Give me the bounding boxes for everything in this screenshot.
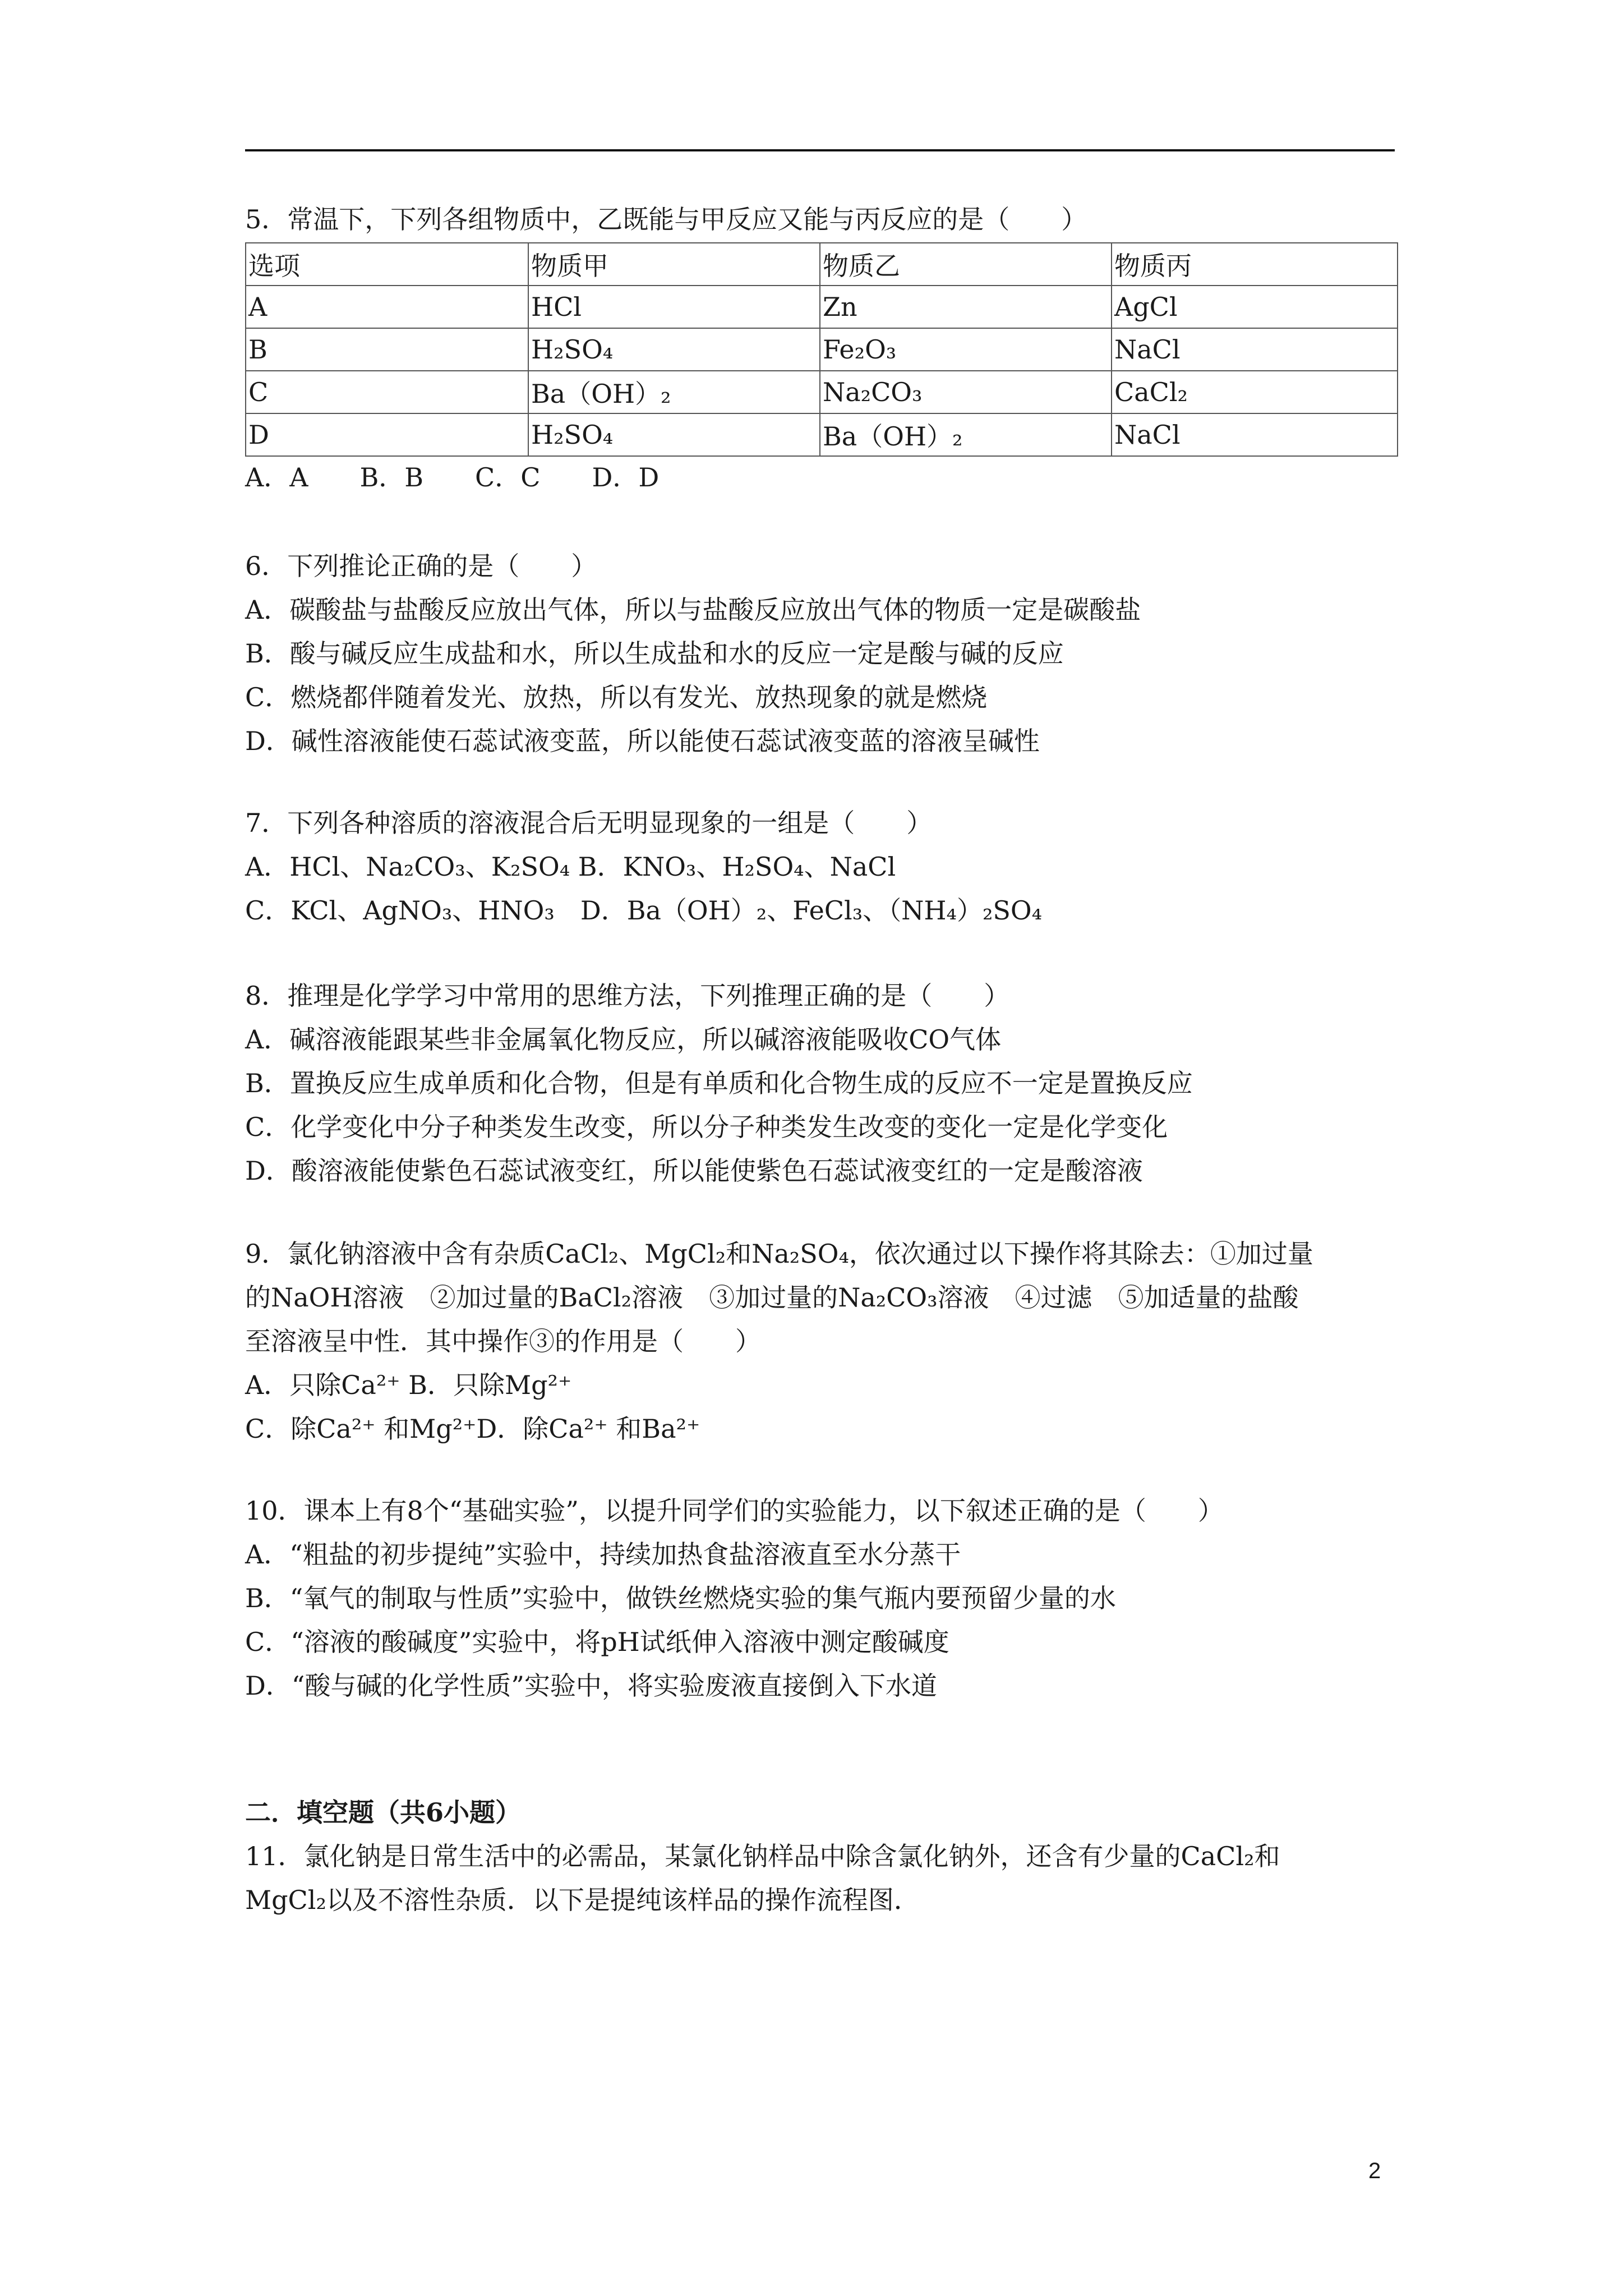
section-2	[245, 1791, 1400, 1922]
question-8-stem: 8．推理是化学学习中常用的思维方法，下列推理正确的是（ ）	[245, 981, 1010, 1011]
question-5-choices-block	[245, 455, 1400, 499]
question-6-stem: 6．下列推论正确的是（ ）	[245, 551, 597, 581]
question-10	[245, 1489, 1400, 1708]
table-cell: AgCl	[1112, 286, 1398, 328]
table-row	[246, 371, 1398, 413]
table-cell: D	[246, 413, 528, 456]
table-header-row	[246, 243, 1398, 286]
question-8-option-a: A．碱溶液能跟某些非金属氧化物反应，所以碱溶液能吸收CO气体	[245, 1024, 1002, 1055]
table-cell: H₂SO₄	[528, 328, 820, 371]
question-5-choices: A．A B．B C．C D．D	[245, 462, 660, 493]
table-cell: NaCl	[1112, 413, 1398, 456]
table-cell: CaCl₂	[1112, 371, 1398, 413]
question-10-option-d: D．“酸与碱的化学性质”实验中，将实验废液直接倒入下水道	[245, 1671, 937, 1701]
table-cell: NaCl	[1112, 328, 1398, 371]
table-row	[246, 413, 1398, 456]
question-6-option-d: D．碱性溶液能使石蕊试液变蓝，所以能使石蕊试液变蓝的溶液呈碱性	[245, 726, 1040, 756]
table-header-cell: 物质甲	[528, 243, 820, 286]
question-9	[245, 1232, 1400, 1451]
question-6-option-c: C．燃烧都伴随着发光、放热，所以有发光、放热现象的就是燃烧	[245, 682, 988, 712]
question-6-option-a: A．碳酸盐与盐酸反应放出气体，所以与盐酸反应放出气体的物质一定是碳酸盐	[245, 595, 1141, 625]
question-5	[245, 197, 1400, 241]
question-9-options-ab: A．只除Ca²⁺ B．只除Mg²⁺	[245, 1370, 572, 1400]
header-rule	[245, 149, 1395, 151]
table-cell: A	[246, 286, 528, 328]
question-10-option-c: C．“溶液的酸碱度”实验中，将pH试纸伸入溶液中测定酸碱度	[245, 1627, 949, 1657]
table-header-cell: 物质丙	[1112, 243, 1398, 286]
question-8-option-c: C．化学变化中分子种类发生改变，所以分子种类发生改变的变化一定是化学变化	[245, 1112, 1168, 1142]
question-7-stem: 7．下列各种溶质的溶液混合后无明显现象的一组是（ ）	[245, 808, 933, 838]
table-cell: Ba（OH）₂	[528, 371, 820, 413]
table-header-cell: 物质乙	[820, 243, 1112, 286]
question-7-options-ab: A．HCl、Na₂CO₃、K₂SO₄ B．KNO₃、H₂SO₄、NaCl	[245, 852, 896, 882]
table-cell: C	[246, 371, 528, 413]
table-cell: B	[246, 328, 528, 371]
table-cell: Ba（OH）₂	[820, 413, 1112, 456]
table-row	[246, 286, 1398, 328]
table-header-cell: 选项	[246, 243, 528, 286]
question-10-stem: 10．课本上有8个“基础实验”，以提升同学们的实验能力，以下叙述正确的是（ ）	[245, 1496, 1224, 1526]
question-9-stem-line: 的NaOH溶液 ②加过量的BaCl₂溶液 ③加过量的Na₂CO₃溶液 ④过滤 ⑤加适量的盐酸	[245, 1282, 1299, 1313]
question-9-options-cd: C．除Ca²⁺ 和Mg²⁺D．除Ca²⁺ 和Ba²⁺	[245, 1414, 700, 1444]
table-cell: H₂SO₄	[528, 413, 820, 456]
question-10-option-a: A．“粗盐的初步提纯”实验中，持续加热食盐溶液直至水分蒸干	[245, 1539, 961, 1570]
question-9-stem-line: 至溶液呈中性．其中操作③的作用是（ ）	[245, 1326, 761, 1356]
table-cell: Fe₂O₃	[820, 328, 1112, 371]
table-cell: Na₂CO₃	[820, 371, 1112, 413]
question-8-option-b: B．置换反应生成单质和化合物，但是有单质和化合物生成的反应不一定是置换反应	[245, 1068, 1193, 1098]
table-cell: Zn	[820, 286, 1112, 328]
table-cell: HCl	[528, 286, 820, 328]
question-8-option-d: D．酸溶液能使紫色石蕊试液变红，所以能使紫色石蕊试液变红的一定是酸溶液	[245, 1156, 1143, 1186]
question-6-option-b: B．酸与碱反应生成盐和水，所以生成盐和水的反应一定是酸与碱的反应	[245, 638, 1064, 669]
question-5-table	[245, 242, 1398, 457]
question-8	[245, 974, 1400, 1193]
question-7	[245, 801, 1400, 932]
table-row	[246, 328, 1398, 371]
question-7-options-cd: C．KCl、AgNO₃、HNO₃ D．Ba（OH）₂、FeCl₃、（NH₄）₂SO₄	[245, 895, 1043, 926]
question-10-option-b: B．“氧气的制取与性质”实验中，做铁丝燃烧实验的集气瓶内要预留少量的水	[245, 1583, 1116, 1613]
page-number: 2	[1368, 2159, 1381, 2183]
question-6	[245, 544, 1400, 763]
question-5-stem: 5．常温下，下列各组物质中，乙既能与甲反应又能与丙反应的是（ ）	[245, 204, 1087, 234]
question-11-line: MgCl₂以及不溶性杂质．以下是提纯该样品的操作流程图．	[245, 1885, 920, 1915]
question-9-stem-line: 9．氯化钠溶液中含有杂质CaCl₂、MgCl₂和Na₂SO₄，依次通过以下操作将其除去：①加过量	[245, 1239, 1313, 1269]
section-heading: 二．填空题（共6小题）	[245, 1797, 522, 1828]
question-11-line: 11．氯化钠是日常生活中的必需品，某氯化钠样品中除含氯化钠外，还含有少量的CaCl₂和	[245, 1841, 1280, 1871]
